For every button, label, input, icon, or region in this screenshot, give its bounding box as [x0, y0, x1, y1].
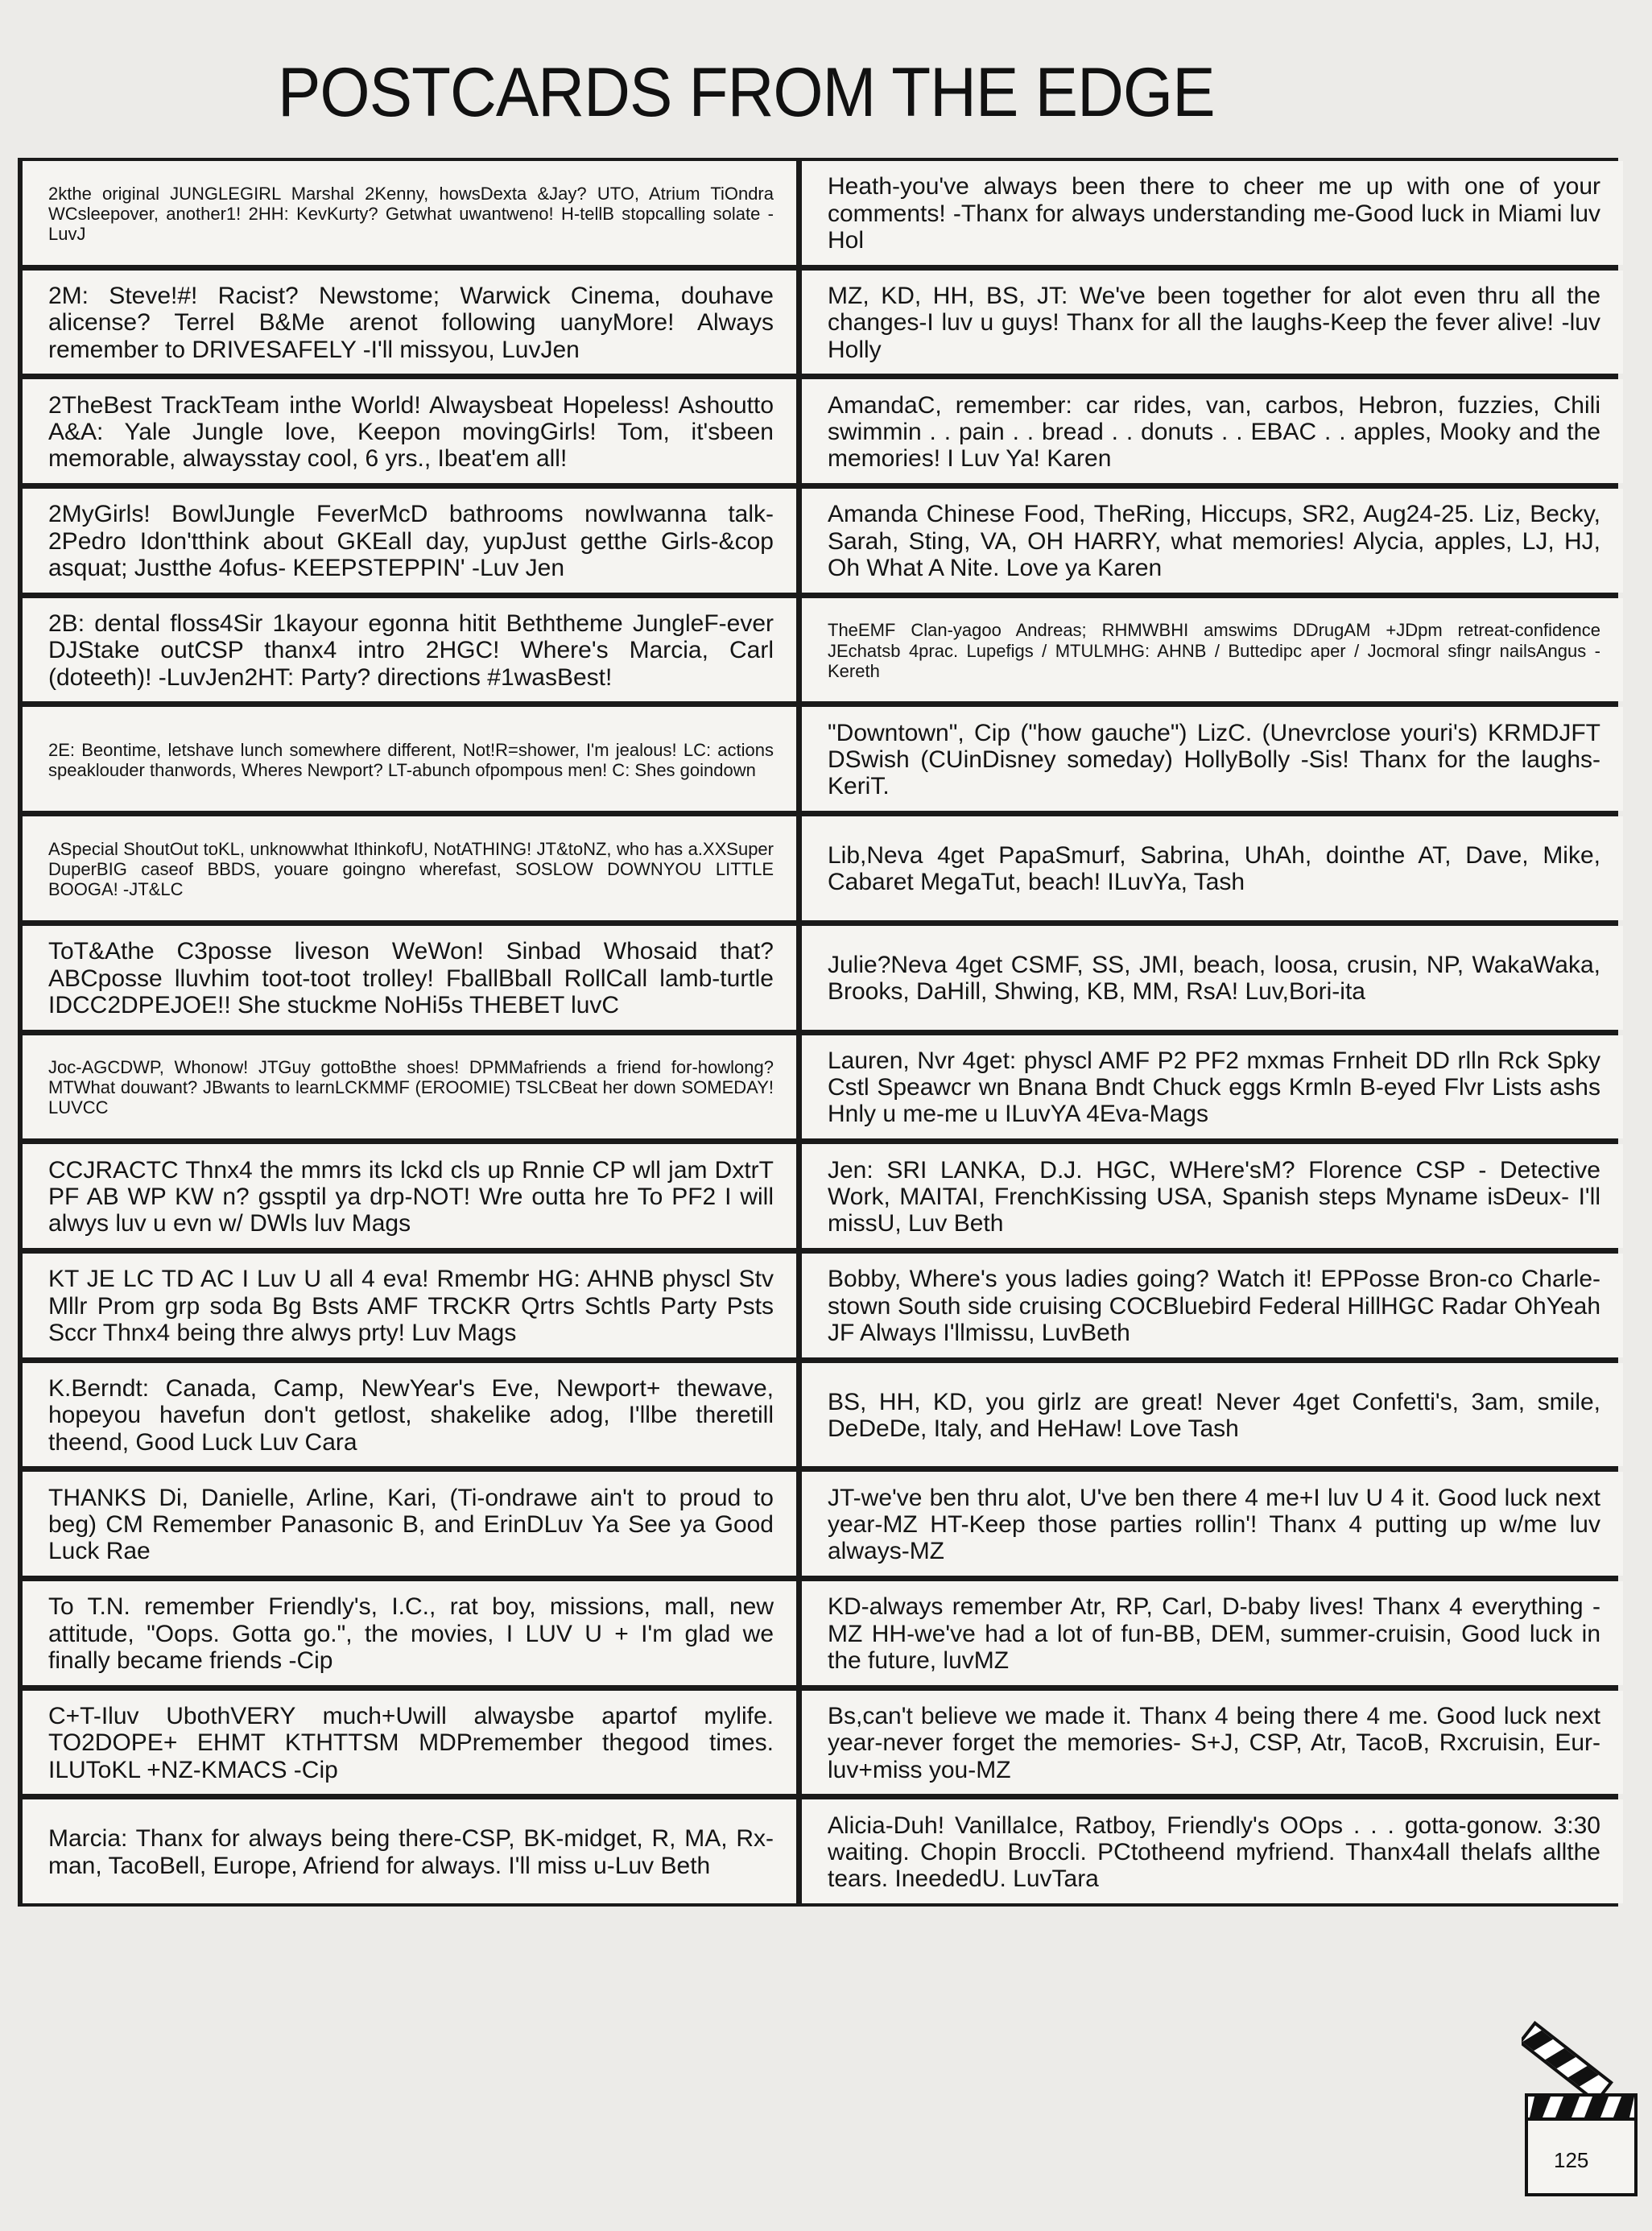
page-title: POSTCARDS FROM THE EDGE: [278, 54, 1215, 131]
page-number: 125: [1554, 2148, 1589, 2172]
postcard-message: [23, 1691, 796, 1795]
postcard-grid: [18, 158, 1618, 1907]
postcard-message: [23, 1799, 796, 1903]
postcard-message: [802, 1472, 1623, 1576]
postcard-message-text: THANKS Di, Danielle, Arline, Kari, (Ti-ondrawe ain't to proud to beg) CM Remember Panasonic B, and ErinDLuv Ya See ya Good Luck Rae: [48, 1484, 774, 1565]
postcard-message: [802, 489, 1623, 593]
postcard-message: [23, 1144, 796, 1248]
postcard-message: [23, 598, 796, 702]
postcard-message: [802, 1581, 1623, 1685]
postcard-message-text: 2kthe original JUNGLEGIRL Marshal 2Kenny, howsDexta &Jay? UTO, Atrium TiOndra WCsleepover, another1! 2HH: KevKurty? Getwhat uwantweno! H-tellB stopcalling solate -LuvJ: [48, 183, 774, 244]
postcard-message-text: Julie?Neva 4get CSMF, SS, JMI, beach, loosa, crusin, NP, WakaWaka, Brooks, DaHill, Shwing, KB, MM, RsA! Luv,Bori-ita: [828, 951, 1600, 1006]
postcard-message-text: C+T-Iluv UbothVERY much+Uwill alwaysbe apartof mylife. TO2DOPE+ EHMT KTHTTSM MDPremember thegood times. ILUToKL +NZ-KMACS -Cip: [48, 1703, 774, 1783]
postcard-message: [802, 271, 1623, 374]
postcard-message: [802, 1691, 1623, 1795]
postcard-message: [23, 379, 796, 483]
postcard-message-text: K.Berndt: Canada, Camp, NewYear's Eve, Newport+ thewave, hopeyou havefun don't getlost, shakelike adog, I'llbe theretill theend, Good Luck Luv Cara: [48, 1374, 774, 1456]
postcard-message-text: Heath-you've always been there to cheer me up with one of your comments! -Thanx for always understanding me-Good luck in Miami luv Hol: [828, 173, 1600, 254]
postcard-message: [802, 816, 1623, 920]
postcard-message: [802, 1144, 1623, 1248]
postcard-message-text: 2B: dental floss4Sir 1kayour egonna hitit Beththeme JungleF-ever DJStake outCSP thanx4 intro 2HGC! Where's Marcia, Carl (doteeth)! -LuvJen2HT: Party? directions #1wasBest!: [48, 610, 774, 691]
postcard-message-text: CCJRACTC Thnx4 the mmrs its lckd cls up Rnnie CP wll jam DxtrT PF AB WP KW n? gssptil ya drp-NOT! Wre outta hre To PF2 I will alwys luv u evn w/ DWls luv Mags: [48, 1156, 774, 1237]
postcard-message-text: AmandaC, remember: car rides, van, carbos, Hebron, fuzzies, Chili swimmin . . pain . . bread . . donuts . . EBAC . . apples, Mooky and the memories! I Luv Ya! Karen: [828, 391, 1600, 473]
postcard-message-text: MZ, KD, HH, BS, JT: We've been together for alot even thru all the changes-I luv u guys! Thanx for all the laughs-Keep the fever alive! -luv Holly: [828, 283, 1600, 363]
postcard-message-text: Jen: SRI LANKA, D.J. HGC, WHere'sM? Florence CSP - Detective Work, MAITAI, FrenchKissing USA, Spanish steps Myname isDeux- I'll missU, Luv Beth: [828, 1156, 1600, 1237]
postcard-message-text: KT JE LC TD AC I Luv U all 4 eva! Rmembr HG: AHNB physcl Stv Mllr Prom grp soda Bg Bsts AMF TRCKR Qrtrs Schtls Party Psts Sccr Thnx4 being thre alwys prty! Luv Mags: [48, 1266, 774, 1346]
postcard-message-text: 2M: Steve!#! Racist? Newstome; Warwick Cinema, douhave alicense? Terrel B&Me arenot following uanyMore! Always remember to DRIVESAFELY -I'll missyou, LuvJen: [48, 283, 774, 363]
postcard-message: [23, 707, 796, 811]
postcard-message: [23, 1581, 796, 1685]
postcard-message: [23, 816, 796, 920]
postcard-message-text: KD-always remember Atr, RP, Carl, D-baby lives! Thanx 4 everything -MZ HH-we've had a lot of fun-BB, DEM, summer-cruisin, Good luck in the future, luvMZ: [828, 1593, 1600, 1674]
postcard-message-text: To T.N. remember Friendly's, I.C., rat boy, missions, mall, new attitude, "Oops. Gotta go.", the movies, I LUV U + I'm glad we finally became friends -Cip: [48, 1593, 774, 1674]
postcard-message-text: Amanda Chinese Food, TheRing, Hiccups, SR2, Aug24-25. Liz, Becky, Sarah, Sting, VA, OH HARRY, what memories! Alycia, apples, LJ, HJ, Oh What A Nite. Love ya Karen: [828, 501, 1600, 582]
postcard-message: [23, 489, 796, 593]
postcard-message-text: "Downtown", Cip ("how gauche") LizC. (Unevrclose youri's) KRMDJFT DSwish (CUinDisney someday) HollyBolly -Sis! Thanx for the laughs- KeriT.: [828, 719, 1600, 800]
postcard-message-text: Bobby, Where's yous ladies going? Watch it! EPPosse Bron-co Charle- stown South side cruising COCBluebird Federal HillHGC Radar OhYeah JF Always I'llmissu, LuvBeth: [828, 1266, 1600, 1346]
postcard-message: [802, 598, 1623, 702]
postcard-message: [802, 379, 1623, 483]
postcard-message-text: 2MyGirls! BowlJungle FeverMcD bathrooms nowIwanna talk-2Pedro Idon'tthink about GKEall day, yupJust getthe Girls-&cop asquat; Justthe 4ofus- KEEPSTEPPIN' -Luv Jen: [48, 501, 774, 582]
postcard-message: [23, 926, 796, 1030]
postcard-message: [23, 1035, 796, 1139]
postcard-message-text: Joc-AGCDWP, Whonow! JTGuy gottoBthe shoes! DPMMafriends a friend for-howlong? MTWhat douwant? JBwants to learnLCKMMF (EROOMIE) TSLCBeat her down SOMEDAY! LUVCC: [48, 1057, 774, 1118]
postcard-message: [802, 161, 1623, 265]
postcard-message: [23, 271, 796, 374]
postcard-message: [802, 1799, 1623, 1903]
postcard-message-text: ASpecial ShoutOut toKL, unknowwhat IthinkofU, NotATHING! JT&toNZ, who has a.XXSuper DuperBIG caseof BBDS, youare goingno wherefast, SOSLOW DOWNYOU LITTLE BOOGA! -JT&LC: [48, 838, 774, 899]
postcard-message: [23, 161, 796, 265]
postcard-message: [802, 1035, 1623, 1139]
postcard-message-text: 2TheBest TrackTeam inthe World! Alwaysbeat Hopeless! Ashoutto A&A: Yale Jungle love, Keepon movingGirls! Tom, it'sbeen memorable, alwaysstay cool, 6 yrs., Ibeat'em all!: [48, 391, 774, 473]
postcard-message: [23, 1472, 796, 1576]
postcard-message-text: Lauren, Nvr 4get: physcl AMF P2 PF2 mxmas Frnheit DD rlln Rck Spky Cstl Speawcr wn Bnana Bndt Chuck eggs Krmln B-eyed Flvr Lists ashs Hnly u me-me u ILuvYA 4Eva-Mags: [828, 1047, 1600, 1128]
postcard-message-text: TheEMF Clan-yagoo Andreas; RHMWBHI amswims DDrugAM +JDpm retreat-confidence JEchatsb 4prac. Lupefigs / MTULMHG: AHNB / Buttedipc aper / Jocmoral sfingr nailsAngus -Kereth: [828, 620, 1600, 681]
postcard-message-text: ToT&Athe C3posse liveson WeWon! Sinbad Whosaid that? ABCposse lluvhim toot-toot trolley! FballBball RollCall lamb-turtle IDCC2DPEJOE!! She stuckme NoHi5s THEBET luvC: [48, 938, 774, 1018]
postcard-message-text: Alicia-Duh! VanillaIce, Ratboy, Friendly's OOps . . . gotta-gonow. 3:30 waiting. Chopin Broccli. PCtotheend myfriend. Thanx4all thelafs allthe tears. IneededU. LuvTara: [828, 1812, 1600, 1893]
postcard-message-text: Marcia: Thanx for always being there-CSP, BK-midget, R, MA, Rx-man, TacoBell, Europe, Afriend for always. I'll miss u-Luv Beth: [48, 1825, 774, 1879]
postcard-message-text: Bs,can't believe we made it. Thanx 4 being there 4 me. Good luck next year-never forget the memories- S+J, CSP, Atr, TacoB, Rxcruisin, Eur- luv+miss you-MZ: [828, 1703, 1600, 1783]
postcard-message: [802, 1363, 1623, 1467]
postcard-message: [23, 1363, 796, 1467]
postcard-message: [802, 926, 1623, 1030]
postcard-message: [23, 1254, 796, 1357]
postcard-message: [802, 1254, 1623, 1357]
postcard-message-text: 2E: Beontime, letshave lunch somewhere different, Not!R=shower, I'm jealous! LC: actions speaklouder thanwords, Wheres Newport? LT-abunch ofpompous men! C: Shes goindown: [48, 739, 774, 780]
postcard-message-text: Lib,Neva 4get PapaSmurf, Sabrina, UhAh, dointhe AT, Dave, Mike, Cabaret MegaTut, beach! ILuvYa, Tash: [828, 842, 1600, 896]
postcard-message-text: BS, HH, KD, you girlz are great! Never 4get Confetti's, 3am, smile, DeDeDe, Italy, and HeHaw! Love Tash: [828, 1388, 1600, 1442]
postcard-message: [802, 707, 1623, 811]
postcard-message-text: JT-we've ben thru alot, U've ben there 4 me+I luv U 4 it. Good luck next year-MZ HT-Keep those parties rollin'! Thanx 4 putting up w/me luv always-MZ: [828, 1484, 1600, 1565]
